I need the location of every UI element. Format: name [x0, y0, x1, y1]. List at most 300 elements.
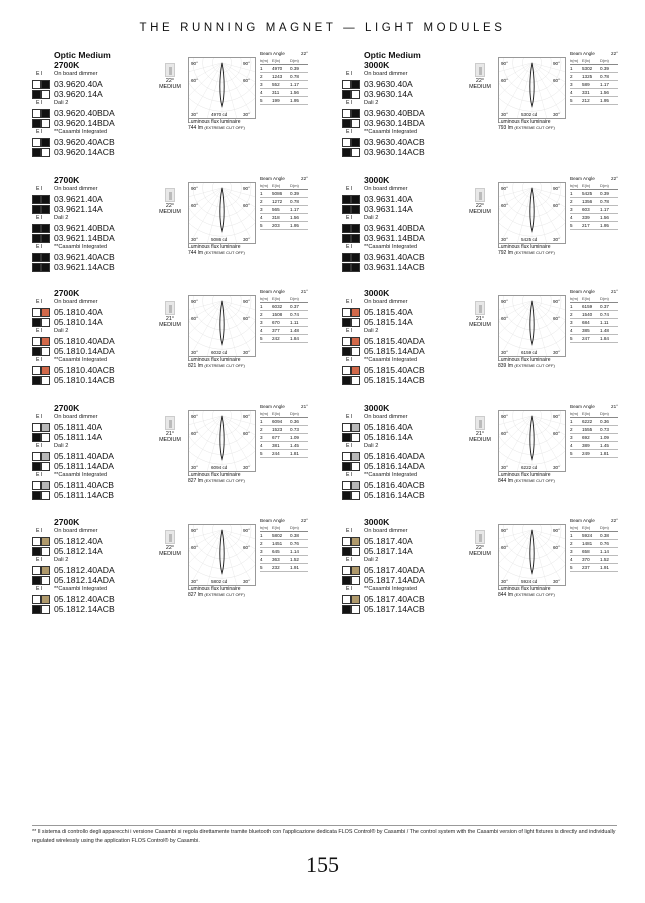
polar-ray — [503, 530, 532, 580]
table-cell: 565 — [272, 207, 280, 212]
table-cell: 1.14 — [600, 549, 609, 554]
beam-medium-label: MEDIUM — [159, 437, 181, 443]
group-header — [340, 186, 470, 194]
candela-value: 6094 cd — [211, 465, 228, 470]
color-swatch — [342, 576, 360, 585]
angle-90-left: 90° — [191, 414, 198, 419]
product-code: 05.1810.40ADA — [54, 336, 115, 346]
product-code: 05.1811.40ACB — [54, 480, 115, 490]
beam-icon — [158, 530, 182, 560]
angle-60-right: 60° — [243, 78, 250, 83]
code-group — [340, 586, 470, 615]
group-label: **Casambi Integrated — [364, 129, 418, 135]
swatch-i — [41, 452, 50, 461]
table-cell: 249 — [582, 451, 590, 456]
swatch-i — [351, 234, 360, 243]
polar-ray — [532, 530, 565, 545]
swatch-e — [32, 318, 41, 327]
col-lux: E(lx) — [272, 411, 281, 416]
table-cell: 1.48 — [290, 328, 299, 333]
angle-60-right: 60° — [553, 78, 560, 83]
luminous-flux-label: Luminous flux luminaire — [498, 357, 551, 363]
table-cell: 1.95 — [290, 223, 299, 228]
angle-30-right: 30° — [243, 579, 250, 584]
table-cell: 1 — [570, 304, 573, 309]
table-cell: 232 — [272, 565, 280, 570]
angle-60-left: 60° — [191, 431, 198, 436]
swatch-e — [342, 234, 351, 243]
polar-ray — [532, 416, 561, 466]
product-code: 05.1810.40ACB — [54, 365, 115, 375]
color-swatch — [32, 462, 50, 471]
product-code: 03.9621.40A — [54, 194, 103, 204]
group-label: On board dimmer — [54, 186, 98, 192]
table-cell: 2 — [260, 312, 263, 317]
table-cell: 1.56 — [600, 215, 609, 220]
swatch-i — [41, 138, 50, 147]
angle-90-left: 90° — [191, 186, 198, 191]
table-cell: 217 — [582, 223, 590, 228]
e-i-marker — [346, 414, 360, 420]
col-h: h(m) — [260, 411, 269, 416]
table-row — [260, 97, 308, 105]
product-code: 05.1817.40ADA — [364, 565, 425, 575]
color-swatch — [32, 253, 50, 262]
table-cell: 1.17 — [290, 207, 299, 212]
bulb-icon — [165, 416, 175, 430]
table-cell: 339 — [582, 215, 590, 220]
beam-icon — [468, 530, 492, 560]
swatch-i — [351, 224, 360, 233]
beam-degree: 22° — [475, 78, 485, 84]
swatch-e — [32, 119, 41, 128]
candela-value: 5425 cd — [521, 237, 538, 242]
col-d: D(m) — [290, 183, 299, 188]
beam-icon — [468, 188, 492, 218]
swatch-e — [32, 547, 41, 556]
angle-90-left: 90° — [501, 299, 508, 304]
swatch-e — [32, 234, 41, 243]
product-code: 03.9621.14ACB — [54, 262, 115, 272]
color-swatch — [32, 90, 50, 99]
product-code: 05.1812.40ADA — [54, 565, 115, 575]
color-swatch — [32, 80, 50, 89]
group-header — [30, 328, 160, 336]
angle-90-right: 90° — [243, 414, 250, 419]
lumen-value: 827 lm — [188, 592, 204, 598]
swatch-e — [32, 205, 41, 214]
table-cell: 0.78 — [290, 199, 299, 204]
table-title — [570, 289, 618, 296]
color-swatch — [342, 109, 360, 118]
beam-medium-label: MEDIUM — [159, 551, 181, 557]
color-swatch — [342, 566, 360, 575]
table-cell: 1.48 — [600, 328, 609, 333]
table-cell: 0.78 — [290, 74, 299, 79]
col-lux: E(lx) — [582, 58, 591, 63]
e-label: E — [346, 472, 350, 478]
table-row — [260, 450, 308, 458]
luminous-flux — [498, 586, 555, 598]
swatch-i — [41, 224, 50, 233]
bulb-icon — [165, 301, 175, 315]
table-cell: 199 — [272, 98, 280, 103]
col-lux: E(lx) — [272, 58, 281, 63]
polar-ray — [193, 301, 222, 351]
table-cell: 244 — [272, 451, 280, 456]
swatch-e — [32, 452, 41, 461]
table-cell: 3 — [260, 82, 263, 87]
e-i-marker — [36, 244, 50, 250]
code-row — [30, 89, 160, 99]
luminous-flux — [188, 119, 245, 131]
polar-ray — [193, 63, 222, 113]
e-label: E — [346, 328, 350, 334]
table-title — [570, 404, 618, 411]
table-cell: 1272 — [272, 199, 283, 204]
table-cell: 3 — [260, 435, 263, 440]
code-row — [30, 536, 160, 546]
polar-chart — [499, 183, 565, 243]
group-label: **Casambi Integrated — [54, 472, 108, 478]
swatch-e — [32, 109, 41, 118]
candela-value: 5086 cd — [211, 237, 228, 242]
table-cell: 6032 — [272, 304, 283, 309]
product-code: 05.1817.40A — [364, 536, 413, 546]
beam-medium-label: MEDIUM — [159, 322, 181, 328]
angle-60-right: 60° — [553, 203, 560, 208]
product-code: 03.9620.40BDA — [54, 108, 115, 118]
col-h: h(m) — [260, 183, 269, 188]
table-row — [570, 319, 618, 327]
swatch-i — [351, 547, 360, 556]
table-title — [260, 518, 308, 525]
e-i-marker — [36, 215, 50, 221]
group-label: Dali 2 — [54, 328, 69, 334]
product-block — [340, 175, 640, 290]
code-group — [340, 557, 470, 586]
group-label: On board dimmer — [54, 528, 98, 534]
beam-medium-label: MEDIUM — [469, 322, 491, 328]
color-temperature: 3000K — [364, 60, 390, 70]
angle-30-right: 30° — [553, 237, 560, 242]
group-label: Dali 2 — [364, 100, 379, 106]
group-label: Dali 2 — [364, 328, 379, 334]
group-header — [340, 357, 470, 365]
e-label: E — [36, 186, 40, 192]
color-swatch — [342, 537, 360, 546]
table-cell: 6094 — [272, 419, 283, 424]
table-row — [570, 418, 618, 426]
color-temperature: 3000K — [364, 288, 390, 298]
table-row — [260, 532, 308, 540]
table-cell: 1.95 — [290, 98, 299, 103]
table-cell: 1.56 — [290, 90, 299, 95]
col-d: D(m) — [600, 183, 609, 188]
beam-degree: 21° — [475, 431, 485, 437]
color-swatch — [342, 138, 360, 147]
code-row — [340, 346, 470, 356]
optic-label: Optic Medium — [54, 50, 111, 60]
i-label: I — [350, 186, 353, 192]
table-header — [570, 58, 618, 65]
table-cell: 1.95 — [600, 98, 609, 103]
code-row — [340, 365, 470, 375]
code-row — [340, 223, 470, 233]
table-cell: 242 — [272, 336, 280, 341]
table-row — [570, 556, 618, 564]
group-header — [30, 357, 160, 365]
code-groups — [30, 299, 160, 386]
group-header — [30, 443, 160, 451]
e-i-marker — [36, 443, 50, 449]
col-h: h(m) — [570, 411, 579, 416]
table-title — [570, 51, 618, 58]
table-cell: 5 — [260, 451, 263, 456]
table-cell: 0.36 — [600, 419, 609, 424]
candela-value: 5302 cd — [521, 112, 538, 117]
candela-value: 6222 cd — [521, 465, 538, 470]
polar-ray — [532, 63, 565, 78]
table-cell: 2 — [570, 312, 573, 317]
swatch-e — [32, 263, 41, 272]
i-label: I — [350, 528, 353, 534]
swatch-e — [32, 433, 41, 442]
swatch-e — [342, 605, 351, 614]
color-temperature: 2700K — [54, 288, 80, 298]
angle-30-left: 30° — [501, 350, 508, 355]
color-swatch — [342, 481, 360, 490]
e-label: E — [36, 100, 40, 106]
color-temperature: 2700K — [54, 517, 80, 527]
i-label: I — [40, 443, 43, 449]
beam-medium-label: MEDIUM — [469, 84, 491, 90]
swatch-e — [32, 253, 41, 262]
col-d: D(m) — [290, 58, 299, 63]
illuminance-table — [260, 51, 308, 105]
polar-chart — [189, 411, 255, 471]
table-cell: 4 — [260, 557, 263, 562]
swatch-i — [41, 366, 50, 375]
extreme-cut-off: (EXTREME CUT OFF) — [514, 592, 555, 597]
e-i-marker — [36, 129, 50, 135]
code-group — [340, 129, 470, 158]
code-groups — [30, 414, 160, 501]
code-group — [30, 357, 160, 386]
color-swatch — [342, 347, 360, 356]
group-header — [340, 71, 470, 79]
table-cell: 1508 — [272, 312, 283, 317]
table-cell: 1.09 — [290, 435, 299, 440]
e-label: E — [36, 472, 40, 478]
beam-medium-label: MEDIUM — [469, 551, 491, 557]
group-label: **Casambi Integrated — [54, 244, 108, 250]
i-label: I — [40, 299, 43, 305]
color-swatch — [32, 224, 50, 233]
table-row — [570, 97, 618, 105]
e-label: E — [346, 71, 350, 77]
e-label: E — [36, 299, 40, 305]
table-cell: 670 — [272, 320, 280, 325]
e-i-marker — [36, 328, 50, 334]
col-lux: E(lx) — [272, 296, 281, 301]
polar-ray — [532, 301, 565, 316]
table-row — [570, 206, 618, 214]
swatch-e — [32, 595, 41, 604]
table-header — [260, 183, 308, 190]
color-swatch — [342, 195, 360, 204]
col-h: h(m) — [260, 525, 269, 530]
angle-90-left: 90° — [191, 61, 198, 66]
swatch-i — [41, 605, 50, 614]
table-cell: 684 — [582, 320, 590, 325]
beam-icon — [158, 188, 182, 218]
angle-30-right: 30° — [553, 350, 560, 355]
table-cell: 370 — [582, 557, 590, 562]
table-cell: 1 — [260, 66, 263, 71]
table-row — [570, 198, 618, 206]
table-cell: 5 — [570, 223, 573, 228]
code-row — [30, 375, 160, 385]
bulb-icon — [475, 188, 485, 202]
product-code: 03.9620.14A — [54, 89, 103, 99]
color-swatch — [342, 205, 360, 214]
e-i-marker — [346, 129, 360, 135]
code-row — [30, 147, 160, 157]
table-cell: 3 — [260, 320, 263, 325]
table-cell: 2 — [260, 427, 263, 432]
swatch-i — [41, 119, 50, 128]
color-swatch — [342, 318, 360, 327]
color-swatch — [32, 205, 50, 214]
e-i-marker — [346, 244, 360, 250]
swatch-i — [41, 547, 50, 556]
code-group — [340, 414, 470, 443]
swatch-e — [342, 195, 351, 204]
table-cell: 311 — [272, 90, 280, 95]
group-header — [30, 299, 160, 307]
table-row — [260, 198, 308, 206]
angle-30-right: 30° — [553, 112, 560, 117]
swatch-e — [32, 566, 41, 575]
swatch-e — [342, 347, 351, 356]
table-cell: 552 — [272, 82, 280, 87]
table-row — [570, 327, 618, 335]
polar-diagram — [498, 524, 566, 586]
product-code: 05.1817.14ACB — [364, 604, 425, 614]
table-row — [260, 319, 308, 327]
product-code: 03.9631.14A — [364, 204, 413, 214]
table-header — [570, 296, 618, 303]
polar-ray — [503, 301, 532, 351]
e-i-marker — [346, 528, 360, 534]
table-row — [260, 418, 308, 426]
polar-chart — [499, 411, 565, 471]
code-group — [30, 557, 160, 586]
code-row — [30, 575, 160, 585]
col-lux: E(lx) — [582, 525, 591, 530]
product-code: 05.1817.14A — [364, 546, 413, 556]
product-code: 05.1811.14A — [54, 432, 103, 442]
table-cell: 5 — [570, 451, 573, 456]
color-swatch — [32, 481, 50, 490]
product-code: 03.9620.40A — [54, 79, 103, 89]
illuminance-table — [260, 518, 308, 572]
angle-90-left: 90° — [501, 528, 508, 533]
table-cell: 0.37 — [290, 304, 299, 309]
luminous-flux-row — [498, 592, 555, 598]
swatch-e — [342, 462, 351, 471]
color-temperature: 2700K — [54, 175, 80, 185]
color-swatch — [32, 263, 50, 272]
table-cell: 4970 — [272, 66, 283, 71]
table-cell: 0.74 — [600, 312, 609, 317]
angle-30-left: 30° — [191, 465, 198, 470]
code-groups — [30, 186, 160, 273]
color-swatch — [32, 148, 50, 157]
table-cell: 0.38 — [290, 533, 299, 538]
angle-30-left: 30° — [501, 579, 508, 584]
e-label: E — [346, 186, 350, 192]
code-groups — [30, 528, 160, 615]
illuminance-table — [260, 404, 308, 458]
product-block — [340, 403, 640, 518]
color-swatch — [342, 224, 360, 233]
group-label: Dali 2 — [364, 215, 379, 221]
product-code: 03.9630.40A — [364, 79, 413, 89]
luminous-flux — [188, 244, 245, 256]
swatch-e — [342, 119, 351, 128]
group-header — [30, 586, 160, 594]
code-row — [340, 194, 470, 204]
table-cell: 4 — [260, 328, 263, 333]
swatch-i — [41, 337, 50, 346]
luminous-flux — [498, 119, 555, 131]
bulb-icon — [165, 530, 175, 544]
e-i-marker — [36, 71, 50, 77]
code-row — [30, 317, 160, 327]
group-label: **Casambi Integrated — [364, 357, 418, 363]
product-block — [30, 403, 330, 518]
code-group — [340, 100, 470, 129]
swatch-i — [351, 253, 360, 262]
e-label: E — [346, 586, 350, 592]
color-swatch — [32, 366, 50, 375]
table-cell: 1.11 — [290, 320, 299, 325]
product-block — [30, 288, 330, 403]
angle-60-right: 60° — [553, 316, 560, 321]
color-swatch — [32, 109, 50, 118]
swatch-e — [32, 605, 41, 614]
col-h: h(m) — [570, 296, 579, 301]
e-i-marker — [346, 299, 360, 305]
beam-angle-label: Beam Angle — [570, 518, 595, 523]
luminous-flux-label: Luminous flux luminaire — [498, 244, 551, 250]
table-cell: 1 — [570, 66, 573, 71]
polar-ray — [532, 416, 565, 431]
product-code: 05.1815.14ADA — [364, 346, 425, 356]
polar-diagram — [188, 524, 256, 586]
product-code: 05.1811.40A — [54, 422, 103, 432]
group-header — [30, 100, 160, 108]
angle-60-right: 60° — [243, 545, 250, 550]
color-swatch — [342, 80, 360, 89]
table-row — [260, 73, 308, 81]
i-label: I — [350, 357, 353, 363]
swatch-e — [342, 224, 351, 233]
table-row — [260, 442, 308, 450]
product-code: 05.1816.14A — [364, 432, 413, 442]
